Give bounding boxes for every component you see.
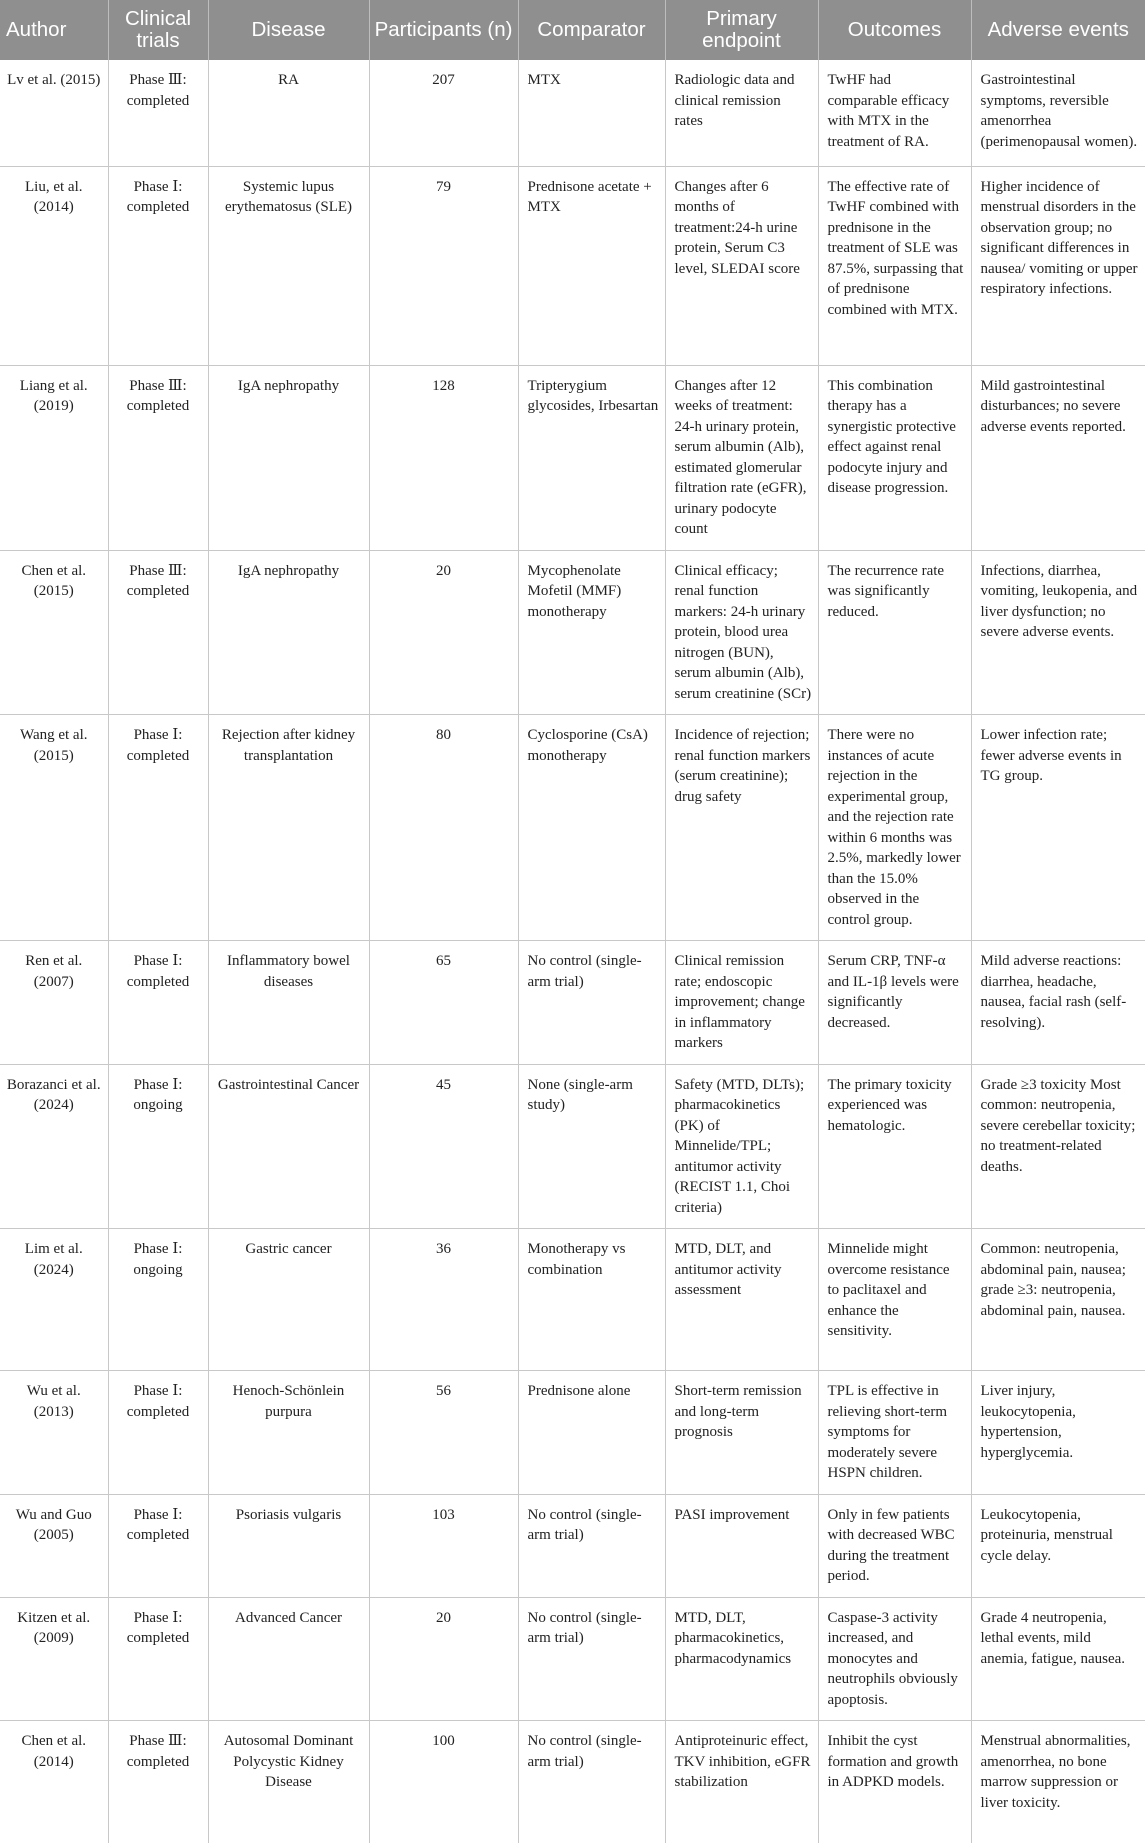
table-row [0, 1229, 1145, 1371]
header-participants: Participants (n) [369, 0, 518, 60]
cell-outcomes: This combination therapy has a synergistic protective effect against renal podocyte injury and disease progression. [818, 365, 971, 550]
cell-participants: 128 [369, 365, 518, 550]
table-row [0, 1494, 1145, 1597]
cell-primary-endpoint: PASI improvement [665, 1494, 818, 1597]
table-row [0, 1721, 1145, 1843]
table-row [0, 715, 1145, 941]
cell-clinical-trial: Phase Ⅰ: completed [108, 941, 208, 1065]
cell-adverse-events: Mild gastrointestinal disturbances; no severe adverse events reported. [971, 365, 1145, 550]
cell-outcomes: TwHF had comparable efficacy with MTX in the treatment of RA. [818, 60, 971, 166]
cell-outcomes: The recurrence rate was significantly reduced. [818, 550, 971, 715]
cell-clinical-trial: Phase Ⅰ: completed [108, 1597, 208, 1721]
table-row [0, 1597, 1145, 1721]
header-author: Author [0, 0, 108, 60]
cell-primary-endpoint: Incidence of rejection; renal function markers (serum creatinine); drug safety [665, 715, 818, 941]
cell-participants: 80 [369, 715, 518, 941]
cell-author: Wang et al. (2015) [0, 715, 108, 941]
cell-clinical-trial: Phase Ⅰ: ongoing [108, 1064, 208, 1229]
cell-participants: 45 [369, 1064, 518, 1229]
cell-author: Ren et al. (2007) [0, 941, 108, 1065]
cell-outcomes: The primary toxicity experienced was hematologic. [818, 1064, 971, 1229]
cell-disease: Henoch-Schönlein purpura [208, 1371, 369, 1495]
header-comparator: Comparator [518, 0, 665, 60]
cell-comparator: Tripterygium glycosides, Irbesartan [518, 365, 665, 550]
cell-author: Liang et al. (2019) [0, 365, 108, 550]
cell-primary-endpoint: MTD, DLT, and antitumor activity assessment [665, 1229, 818, 1371]
cell-comparator: Mycophenolate Mofetil (MMF) monotherapy [518, 550, 665, 715]
cell-author: Lim et al. (2024) [0, 1229, 108, 1371]
cell-primary-endpoint: Short-term remission and long-term prognosis [665, 1371, 818, 1495]
cell-adverse-events: Grade 4 neutropenia, lethal events, mild anemia, fatigue, nausea. [971, 1597, 1145, 1721]
cell-clinical-trial: Phase Ⅲ: completed [108, 550, 208, 715]
cell-clinical-trial: Phase Ⅰ: completed [108, 715, 208, 941]
cell-participants: 100 [369, 1721, 518, 1843]
table-row [0, 60, 1145, 166]
header-row [0, 0, 1145, 60]
table-header [0, 0, 1145, 60]
cell-primary-endpoint: Radiologic data and clinical remission rates [665, 60, 818, 166]
table-row [0, 1064, 1145, 1229]
cell-adverse-events: Mild adverse reactions: diarrhea, headache, nausea, facial rash (self-resolving). [971, 941, 1145, 1065]
cell-adverse-events: Grade ≥3 toxicity Most common: neutropenia, severe cerebellar toxicity; no treatment-related deaths. [971, 1064, 1145, 1229]
cell-participants: 56 [369, 1371, 518, 1495]
cell-adverse-events: Leukocytopenia, proteinuria, menstrual cycle delay. [971, 1494, 1145, 1597]
cell-author: Wu and Guo (2005) [0, 1494, 108, 1597]
cell-outcomes: Caspase-3 activity increased, and monocytes and neutrophils obviously apoptosis. [818, 1597, 971, 1721]
cell-comparator: Prednisone alone [518, 1371, 665, 1495]
cell-adverse-events: Infections, diarrhea, vomiting, leukopenia, and liver dysfunction; no severe adverse events. [971, 550, 1145, 715]
cell-author: Wu et al. (2013) [0, 1371, 108, 1495]
cell-participants: 20 [369, 550, 518, 715]
cell-adverse-events: Gastrointestinal symptoms, reversible amenorrhea (perimenopausal women). [971, 60, 1145, 166]
cell-clinical-trial: Phase Ⅰ: completed [108, 1494, 208, 1597]
cell-author: Borazanci et al. (2024) [0, 1064, 108, 1229]
cell-disease: Rejection after kidney transplantation [208, 715, 369, 941]
cell-disease: Autosomal Dominant Polycystic Kidney Disease [208, 1721, 369, 1843]
cell-outcomes: Serum CRP, TNF-α and IL-1β levels were significantly decreased. [818, 941, 971, 1065]
cell-outcomes: There were no instances of acute rejection in the experimental group, and the rejection rate within 6 months was 2.5%, markedly lower than the 15.0% observed in the control group. [818, 715, 971, 941]
cell-disease: IgA nephropathy [208, 365, 369, 550]
header-primary-endpoint: Primary endpoint [665, 0, 818, 60]
cell-comparator: MTX [518, 60, 665, 166]
cell-outcomes: The effective rate of TwHF combined with prednisone in the treatment of SLE was 87.5%, surpassing that of prednisone combined with MTX. [818, 166, 971, 365]
cell-outcomes: Only in few patients with decreased WBC during the treatment period. [818, 1494, 971, 1597]
cell-disease: IgA nephropathy [208, 550, 369, 715]
cell-comparator: No control (single-arm trial) [518, 941, 665, 1065]
cell-disease: RA [208, 60, 369, 166]
cell-primary-endpoint: Clinical efficacy; renal function markers: 24-h urinary protein, blood urea nitrogen (BUN), serum albumin (Alb), serum creatinine (SCr) [665, 550, 818, 715]
cell-outcomes: Minnelide might overcome resistance to paclitaxel and enhance the sensitivity. [818, 1229, 971, 1371]
table-body [0, 60, 1145, 1843]
cell-participants: 103 [369, 1494, 518, 1597]
cell-comparator: No control (single-arm trial) [518, 1721, 665, 1843]
cell-comparator: Monotherapy vs combination [518, 1229, 665, 1371]
cell-primary-endpoint: Safety (MTD, DLTs); pharmacokinetics (PK) of Minnelide/TPL; antitumor activity (RECIST 1.1, Choi criteria) [665, 1064, 818, 1229]
cell-participants: 65 [369, 941, 518, 1065]
cell-disease: Gastric cancer [208, 1229, 369, 1371]
cell-outcomes: Inhibit the cyst formation and growth in ADPKD models. [818, 1721, 971, 1843]
cell-clinical-trial: Phase Ⅰ: completed [108, 166, 208, 365]
cell-participants: 207 [369, 60, 518, 166]
cell-disease: Inflammatory bowel diseases [208, 941, 369, 1065]
header-clinical-trials: Clinical trials [108, 0, 208, 60]
cell-clinical-trial: Phase Ⅲ: completed [108, 365, 208, 550]
cell-primary-endpoint: MTD, DLT, pharmacokinetics, pharmacodynamics [665, 1597, 818, 1721]
cell-comparator: No control (single-arm trial) [518, 1494, 665, 1597]
cell-clinical-trial: Phase Ⅲ: completed [108, 1721, 208, 1843]
cell-clinical-trial: Phase Ⅰ: ongoing [108, 1229, 208, 1371]
header-adverse-events: Adverse events [971, 0, 1145, 60]
table-row [0, 365, 1145, 550]
cell-clinical-trial: Phase Ⅲ: completed [108, 60, 208, 166]
cell-disease: Psoriasis vulgaris [208, 1494, 369, 1597]
cell-comparator: Prednisone acetate + MTX [518, 166, 665, 365]
cell-primary-endpoint: Changes after 6 months of treatment:24-h urine protein, Serum C3 level, SLEDAI score [665, 166, 818, 365]
cell-participants: 79 [369, 166, 518, 365]
header-outcomes: Outcomes [818, 0, 971, 60]
cell-adverse-events: Menstrual abnormalities, amenorrhea, no bone marrow suppression or liver toxicity. [980, 1733, 1131, 1811]
cell-author: Liu, et al. (2014) [0, 166, 108, 365]
cell-participants: 20 [369, 1597, 518, 1721]
cell-primary-endpoint: Antiproteinuric effect, TKV inhibition, eGFR stabilization [665, 1721, 818, 1843]
cell-comparator: Cyclosporine (CsA) monotherapy [518, 715, 665, 941]
cell-author: Kitzen et al. (2009) [0, 1597, 108, 1721]
cell-comparator: None (single-arm study) [518, 1064, 665, 1229]
table-row [0, 550, 1145, 715]
cell-disease: Systemic lupus erythematosus (SLE) [208, 166, 369, 365]
cell-clinical-trial: Phase Ⅰ: completed [108, 1371, 208, 1495]
cell-participants: 36 [369, 1229, 518, 1371]
table-row [0, 941, 1145, 1065]
cell-comparator: No control (single-arm trial) [518, 1597, 665, 1721]
table-row [0, 166, 1145, 365]
cell-adverse-events: Lower infection rate; fewer adverse events in TG group. [971, 715, 1145, 941]
header-disease: Disease [208, 0, 369, 60]
table-row [0, 1371, 1145, 1495]
cell-author: Chen et al. (2015) [0, 550, 108, 715]
cell-disease: Gastrointestinal Cancer [208, 1064, 369, 1229]
cell-adverse-events: Liver injury, leukocytopenia, hypertension, hyperglycemia. [971, 1371, 1145, 1495]
cell-author: Lv et al. (2015) [0, 60, 108, 166]
cell-outcomes: TPL is effective in relieving short-term symptoms for moderately severe HSPN children. [818, 1371, 971, 1495]
cell-adverse-events: Higher incidence of menstrual disorders in the observation group; no significant differences in nausea/ vomiting or upper respiratory infections. [971, 166, 1145, 365]
cell-primary-endpoint: Changes after 12 weeks of treatment: 24-h urinary protein, serum albumin (Alb), estimated glomerular filtration rate (eGFR), urinary podocyte count [665, 365, 818, 550]
cell-author: Chen et al. (2014) [0, 1721, 108, 1843]
cell-disease: Advanced Cancer [208, 1597, 369, 1721]
cell-adverse-events: Common: neutropenia, abdominal pain, nausea; grade ≥3: neutropenia, abdominal pain, nausea. [971, 1229, 1145, 1371]
cell-primary-endpoint: Clinical remission rate; endoscopic improvement; change in inflammatory markers [665, 941, 818, 1065]
